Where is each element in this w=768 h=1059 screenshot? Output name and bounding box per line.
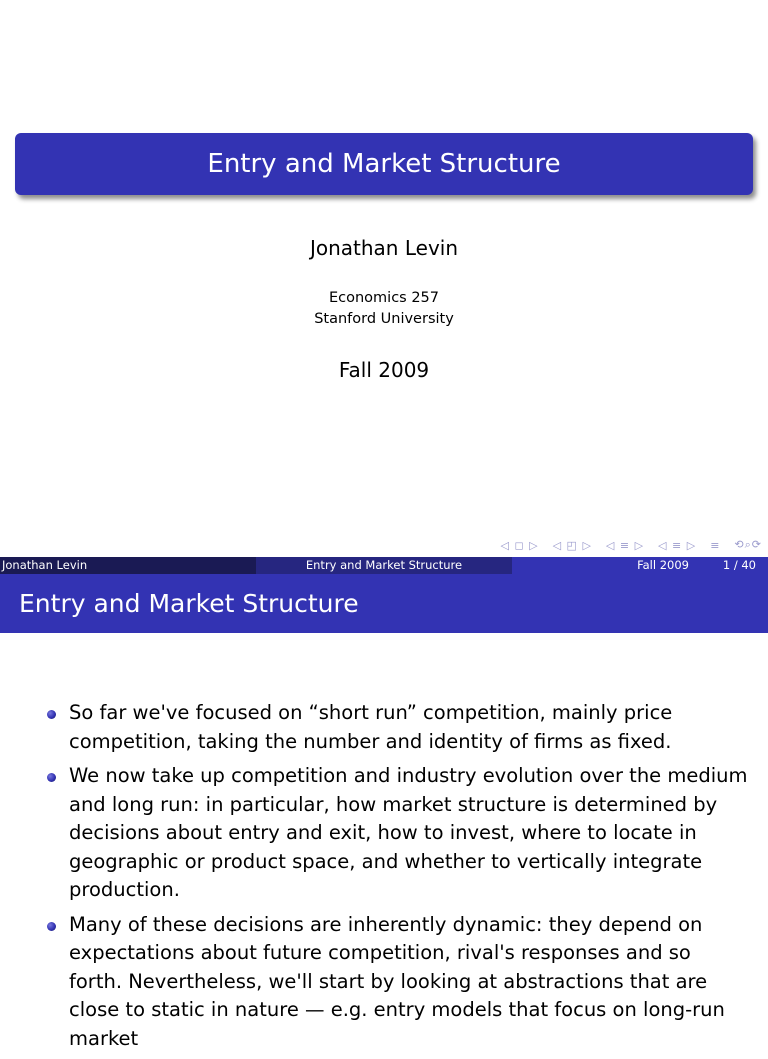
bullet-icon [47, 773, 56, 782]
footline-date: Fall 2009 [637, 558, 689, 572]
author-name: Jonathan Levin [309, 236, 459, 260]
nav-search-icon[interactable]: ⟲⌕⟳ [734, 538, 762, 551]
nav-subsection-icon[interactable]: ◁ ≡ ▷ [605, 538, 645, 552]
footline-info [512, 557, 768, 574]
navigation-symbols [501, 536, 762, 554]
bullet-item [0, 762, 768, 905]
institution-name: Stanford University [314, 311, 454, 327]
course-name: Economics 257 [328, 290, 440, 306]
bullet-item [0, 911, 768, 1054]
bullet-text: So far we've focused on “short run” competition, mainly price competition, taking the number and identity of firms as fixed. [69, 701, 673, 753]
bullet-icon [47, 922, 56, 931]
nav-document-icon[interactable]: ≡ [710, 538, 721, 552]
bullet-text: Many of these decisions are inherently dynamic: they depend on expectations about future competition, rival's responses and so forth. Nevertheless, we'll start by looking at abstractions that are close to static in nature — e.g. entry models that focus on long-run market [69, 912, 725, 1050]
nav-frame-icon[interactable]: ◁ ◰ ▷ [552, 538, 592, 552]
frame-title: Entry and Market Structure [19, 589, 359, 618]
bullet-list [0, 699, 768, 1059]
slide-title-box [15, 133, 753, 195]
footline [0, 557, 768, 574]
nav-slide-icon[interactable]: ◁ ◻ ▷ [500, 538, 539, 552]
presentation-date: Fall 2009 [338, 358, 430, 382]
footline-author: Jonathan Levin [0, 557, 256, 574]
bullet-item [0, 699, 768, 756]
bullet-icon [47, 710, 56, 719]
bullet-text: We now take up competition and industry evolution over the medium and long run: in particular, how market structure is determined by decisions about entry and exit, how to invest, where to locate in geographic or product space, and whether to vertically integrate production. [69, 764, 748, 901]
page-number: 1 / 40 [722, 558, 756, 572]
frame-title-bar [0, 574, 768, 633]
nav-section-icon[interactable]: ◁ ≡ ▷ [658, 538, 697, 552]
institute-block [0, 288, 768, 330]
footline-title: Entry and Market Structure [256, 557, 512, 574]
slide-title: Entry and Market Structure [207, 149, 561, 179]
